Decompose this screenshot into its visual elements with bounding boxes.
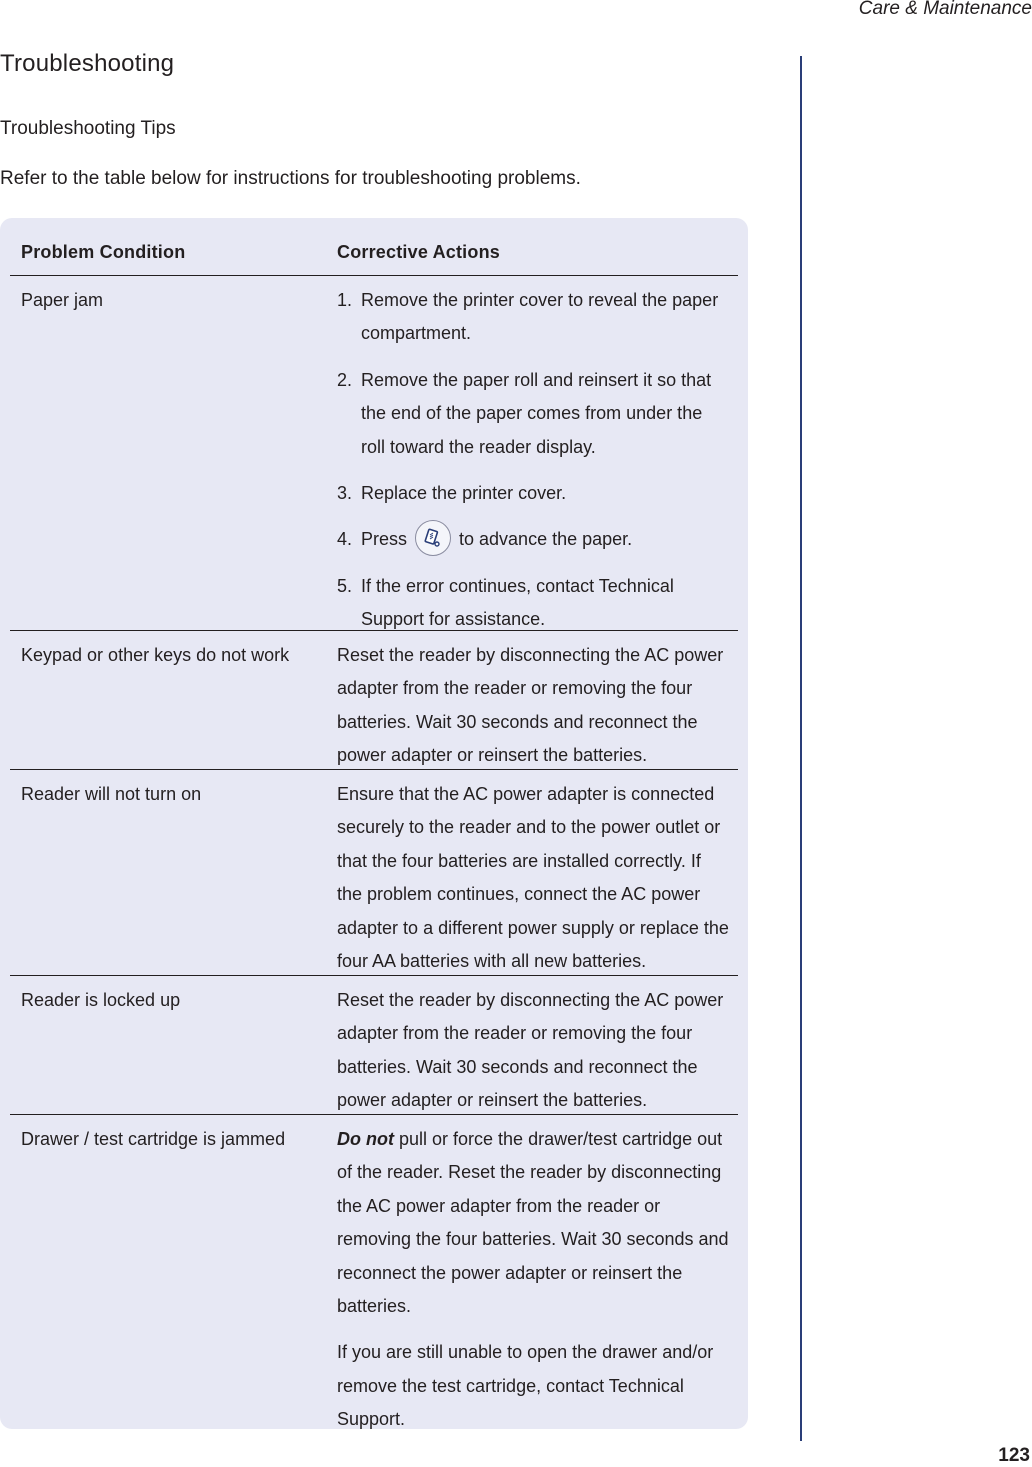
column-header-problem: Problem Condition [21,242,186,262]
step-text: Remove the printer cover to reveal the paper compartment. [361,290,719,344]
running-head: Care & Maintenance [858,0,1032,19]
column-header-action: Corrective Actions [337,242,500,262]
action-text: Reset the reader by disconnecting the AC power adapter from the reader or removing the four batteries. Wait 30 seconds and reconnect the power adapter or reinsert the batteries. [337,645,724,766]
action-cell [337,639,729,773]
action-text: Ensure that the AC power adapter is connected securely to the reader and to the power outlet or that the four batteries are installed correctly. If the problem continues, connect the AC power adapter to a different power supply or replace the four AA batteries with all new batteries. [337,784,729,972]
action-text-rest: pull or force the drawer/test cartridge out of the reader. Reset the reader by disconnecting the AC power adapter from the reader or removing the four batteries. Wait 30 seconds and reconnect the power adapter or reinsert the batteries. [337,1129,729,1317]
problem-cell: Keypad or other keys do not work [21,645,290,665]
troubleshooting-table [0,218,748,1429]
step-text: Replace the printer cover. [361,483,567,504]
step-text: Remove the paper roll and reinsert it so that the end of the paper comes from under the roll toward the reader display. [361,369,712,457]
step-number: 3. [337,483,353,504]
list-item [337,284,729,351]
action-followup: If you are still unable to open the drawer and/or remove the test cartridge, contact Technical Support. [337,1342,714,1430]
step-number: 5. [337,575,353,596]
problem-cell: Reader is locked up [21,990,181,1010]
action-cell [337,1123,729,1437]
action-text [337,1123,729,1323]
paper-advance-icon [415,520,451,556]
step-number: 4. [337,529,353,550]
table-row-paper-jam [10,276,738,631]
action-text: Reset the reader by disconnecting the AC power adapter from the reader or removing the four batteries. Wait 30 seconds and reconnect the power adapter or reinsert the batteries. [337,990,724,1111]
problem-cell: Paper jam [21,290,104,310]
table-row-keypad [10,631,738,770]
section-heading: Troubleshooting Tips [0,118,176,139]
list-item [337,364,729,464]
list-item [337,570,729,637]
warning-emphasis: Do not [337,1129,394,1149]
action-cell [337,778,729,978]
list-item [337,523,729,556]
step-number: 1. [337,290,353,310]
action-cell [337,284,729,637]
step-number: 2. [337,369,353,390]
problem-cell: Reader will not turn on [21,784,202,804]
table-row-drawer-jammed [10,1115,738,1430]
step-text: If the error continues, contact Technical Support for assistance. [361,575,674,630]
table-row-no-power [10,770,738,976]
action-cell [337,984,729,1118]
page-title: Troubleshooting [0,50,175,77]
step-text-before: Press [361,529,408,550]
intro-text: Refer to the table below for instructions for troubleshooting problems. [0,168,581,189]
table-row-locked-up [10,976,738,1115]
page-number: 123 [998,1445,1030,1466]
step-text-after: to advance the paper. [459,529,633,550]
problem-cell: Drawer / test cartridge is jammed [21,1129,286,1149]
list-item [337,477,729,510]
step-list [337,284,729,637]
margin-rule [800,56,802,1441]
table-header [10,218,738,276]
